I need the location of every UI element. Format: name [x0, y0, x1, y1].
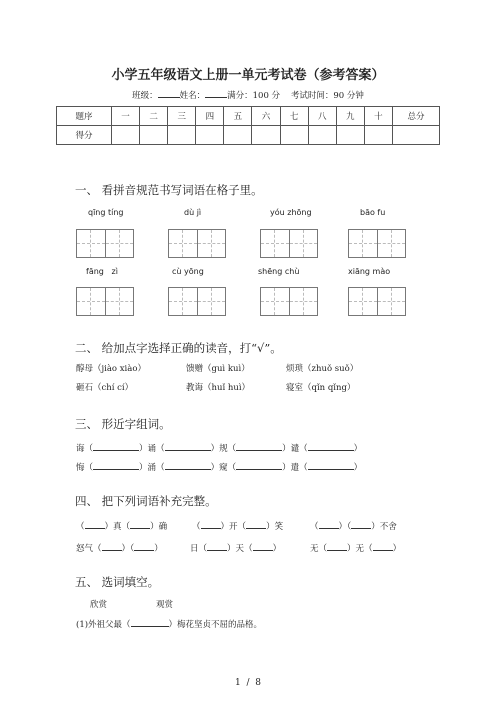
grid-cell[interactable]	[77, 230, 105, 257]
pron-word: 教诲	[186, 383, 204, 393]
pinyin-label: xiāng mào	[348, 267, 391, 276]
pron-options: （guì kuì）	[203, 364, 250, 374]
section3-heading: 三、 形近字组词。	[75, 417, 171, 431]
score-cell[interactable]	[224, 126, 252, 145]
question-text: (1)外祖父最（	[76, 620, 131, 630]
idiom-row: （ ）（ ）不舍	[310, 519, 397, 532]
idiom-char: 无	[310, 544, 319, 554]
writing-grid[interactable]	[168, 287, 226, 316]
grid-cell[interactable]	[197, 230, 226, 257]
score-table-header	[57, 107, 440, 126]
question-text: ）梅花坚贞不屈的品格。	[168, 620, 263, 630]
grid-cell[interactable]	[197, 288, 226, 315]
score-cell[interactable]	[196, 126, 224, 145]
answer-blank[interactable]	[236, 460, 282, 470]
word-option: 观赏	[156, 600, 174, 610]
header-cell: 五	[224, 107, 252, 126]
grid-cell[interactable]	[349, 230, 377, 257]
answer-blank[interactable]	[308, 460, 354, 470]
pinyin-label: shēng chù	[258, 267, 300, 276]
answer-blank[interactable]	[102, 541, 122, 551]
char: 涌	[147, 463, 157, 473]
grid-cell[interactable]	[377, 288, 406, 315]
pron-item[interactable]	[76, 381, 133, 393]
section1-heading: 一、 看拼音规范书写词语在格子里。	[75, 183, 263, 197]
score-cell[interactable]	[112, 126, 140, 145]
header-cell: 六	[252, 107, 280, 126]
char: 窥	[219, 463, 228, 473]
idiom-char: 日	[190, 544, 199, 554]
writing-grid[interactable]	[348, 287, 406, 316]
answer-blank[interactable]	[373, 541, 393, 551]
pinyin-label: dù jì	[184, 208, 202, 217]
pron-word: 寝室	[286, 383, 304, 393]
answer-blank[interactable]	[308, 441, 354, 451]
score-cell[interactable]	[308, 126, 336, 145]
answer-blank[interactable]	[327, 541, 347, 551]
pron-word: 醇母	[76, 364, 94, 374]
word-option: 欣赏	[90, 600, 108, 610]
idiom-char: 开	[229, 522, 238, 532]
pinyin-label: yóu zhōng	[270, 208, 312, 217]
char: 谴	[290, 444, 300, 454]
pinyin-label: fāng zì	[86, 267, 118, 276]
exam-info	[0, 88, 496, 101]
answer-blank[interactable]	[134, 541, 154, 551]
char: 诲	[76, 444, 85, 454]
header-cell: 七	[280, 107, 308, 126]
pinyin-label: cù yōng	[172, 267, 204, 276]
word-group-row: 悔（ ）涌（ ）窥（ ）遣（ ）	[76, 460, 362, 473]
score-cell[interactable]	[252, 126, 280, 145]
score-cell[interactable]	[140, 126, 168, 145]
grid-cell[interactable]	[77, 288, 105, 315]
section4-heading: 四、 把下列词语补充完整。	[75, 494, 217, 508]
time-label: 考试时间：90 分钟	[290, 91, 364, 101]
grid-cell[interactable]	[349, 288, 377, 315]
idiom-char: 天	[235, 544, 245, 554]
answer-blank[interactable]	[131, 617, 169, 627]
grid-cell[interactable]	[169, 230, 197, 257]
pron-item[interactable]	[186, 362, 250, 374]
idiom-char: 无	[355, 544, 365, 554]
answer-blank[interactable]	[93, 441, 139, 451]
idiom-char: 不舍	[379, 522, 397, 532]
grid-cell[interactable]	[105, 288, 134, 315]
writing-grid[interactable]	[260, 229, 318, 258]
pron-item[interactable]	[286, 381, 355, 393]
score-table-row	[57, 126, 440, 145]
idiom-row: （ ）开（ ）笑	[192, 519, 283, 532]
pron-word: 砸石	[76, 383, 94, 393]
answer-blank[interactable]	[207, 541, 227, 551]
grid-cell[interactable]	[169, 288, 197, 315]
grid-cell[interactable]	[261, 230, 289, 257]
header-cell: 二	[140, 107, 168, 126]
writing-grid[interactable]	[260, 287, 318, 316]
section2-heading: 二、 给加点字选择正确的读音，打“√”。	[75, 341, 282, 355]
score-cell[interactable]	[336, 126, 364, 145]
header-cell: 四	[196, 107, 224, 126]
page-number: 1 / 8	[235, 678, 261, 688]
pron-item[interactable]	[186, 381, 250, 393]
writing-grid[interactable]	[348, 229, 406, 258]
pron-options: （huǐ huì）	[203, 383, 251, 393]
grid-cell[interactable]	[289, 288, 318, 315]
header-cell: 一	[112, 107, 140, 126]
pron-item[interactable]	[286, 362, 358, 374]
pron-options: （jiào xiào）	[93, 364, 146, 374]
score-cell[interactable]	[393, 126, 440, 145]
idiom-row: 日（ ）天（ ）	[190, 541, 281, 554]
header-cell: 三	[168, 107, 196, 126]
writing-grid[interactable]	[168, 229, 226, 258]
answer-blank[interactable]	[236, 441, 282, 451]
answer-blank[interactable]	[93, 460, 139, 470]
idiom-row: （ ）真（ ）确	[76, 519, 167, 532]
answer-blank[interactable]	[130, 519, 150, 529]
idiom-char: 怒气	[76, 544, 94, 554]
header-cell: 九	[336, 107, 364, 126]
pron-word: 馈赠	[186, 364, 204, 374]
page-title: 小学五年级语文上册一单元考试卷（参考答案）	[111, 68, 385, 83]
answer-blank[interactable]	[85, 519, 105, 529]
pron-options: （chí cí）	[93, 383, 134, 393]
char: 悔	[76, 463, 85, 473]
grid-cell[interactable]	[261, 288, 289, 315]
pron-word: 烦琐	[286, 364, 304, 374]
char: 遣	[290, 463, 300, 473]
fill-question	[76, 617, 262, 630]
answer-blank[interactable]	[351, 519, 371, 529]
header-cell: 十	[364, 107, 392, 126]
char: 规	[219, 444, 228, 454]
idiom-char: 确	[158, 522, 168, 532]
answer-blank[interactable]	[165, 460, 211, 470]
pron-options: （zhuǒ suǒ）	[303, 364, 359, 374]
score-cell[interactable]	[364, 126, 392, 145]
idiom-char: 笑	[274, 522, 284, 532]
header-cell: 总分	[393, 107, 440, 126]
answer-blank[interactable]	[165, 441, 211, 451]
score-label: 满分：100 分	[227, 91, 281, 101]
pron-item[interactable]	[76, 362, 146, 374]
name-blank	[205, 88, 227, 98]
idiom-row: 怒气（ ）（ ）	[76, 541, 163, 554]
name-label: 姓名：	[179, 91, 206, 101]
grid-cell[interactable]	[105, 230, 134, 257]
answer-blank[interactable]	[319, 519, 339, 529]
score-cell[interactable]	[168, 126, 196, 145]
answer-blank[interactable]	[253, 541, 273, 551]
char: 诵	[147, 444, 157, 454]
header-cell: 八	[308, 107, 336, 126]
grid-cell[interactable]	[377, 230, 406, 257]
score-table	[56, 106, 440, 145]
pron-options: （qǐn qǐng）	[303, 383, 356, 393]
pinyin-label: bāo fu	[360, 208, 386, 217]
section5-heading: 五、 选词填空。	[75, 575, 160, 589]
answer-blank[interactable]	[201, 519, 221, 529]
idiom-char: 真	[113, 522, 122, 532]
pinyin-label: qīng tíng	[88, 208, 124, 217]
header-cell: 题序	[57, 107, 112, 126]
class-label: 班级：	[132, 91, 158, 101]
answer-blank[interactable]	[246, 519, 266, 529]
word-group-row: 诲（ ）诵（ ）规（ ）谴（ ）	[76, 441, 362, 454]
grid-cell[interactable]	[289, 230, 318, 257]
writing-grid[interactable]	[76, 287, 134, 316]
idiom-row: 无（ ）无（ ）	[310, 541, 401, 554]
class-blank	[158, 88, 180, 98]
row-label: 得分	[57, 126, 112, 145]
writing-grid[interactable]	[76, 229, 134, 258]
score-cell[interactable]	[280, 126, 308, 145]
